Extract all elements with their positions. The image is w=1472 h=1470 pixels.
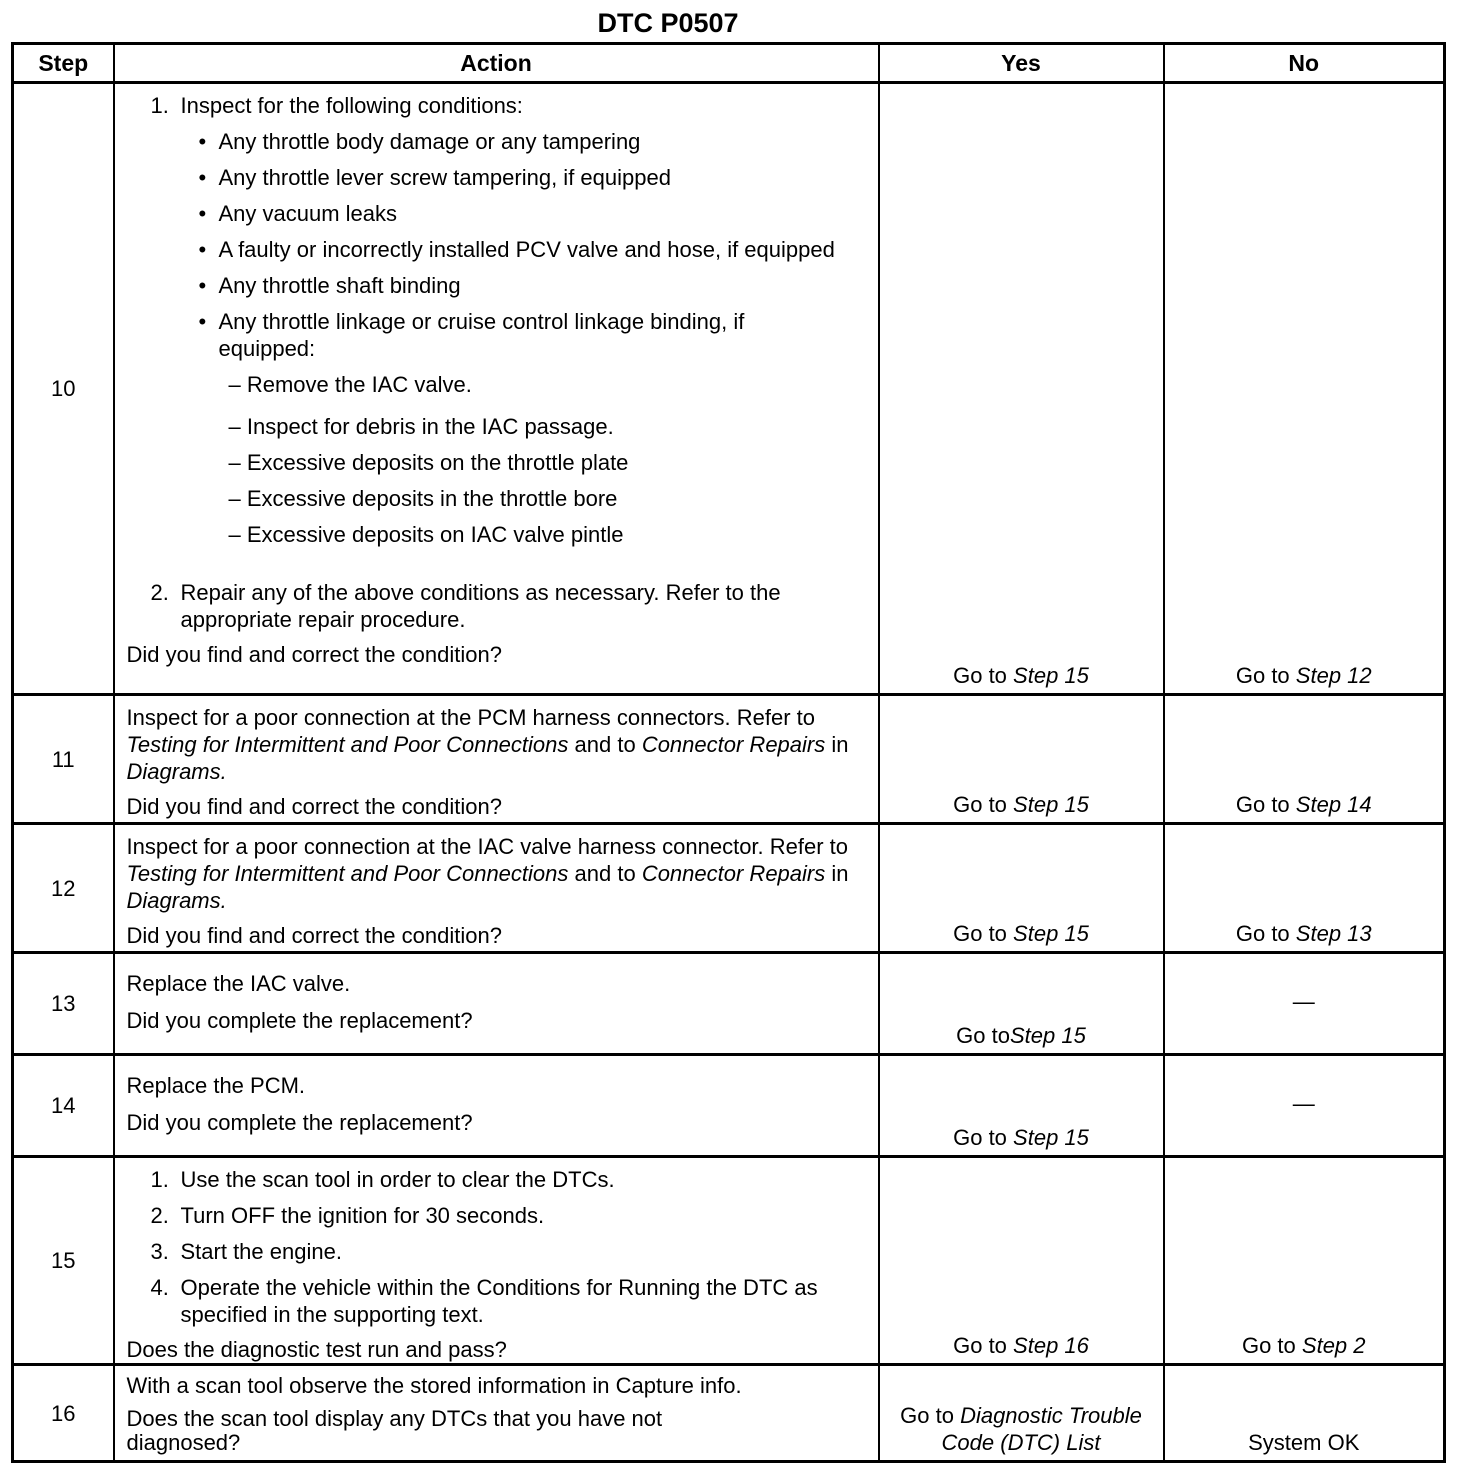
header-no: No [1164,44,1445,83]
item-number: 2. [150,1203,169,1228]
item-number: 3. [150,1239,169,1264]
question: Did you find and correct the condition? [126,794,502,819]
dash-item: – Excessive deposits in the throttle bore [228,486,618,511]
yes-cell: Go toStep 15 [879,953,1164,1055]
no-cell: System OK [1164,1365,1445,1462]
no-cell [1164,953,1445,1055]
bullet-item: • Any throttle linkage or cruise control linkage binding, if equipped: [198,309,745,361]
step-number: 10 [13,83,114,695]
numbered-item: 4. Operate the vehicle within the Conditions for Running the DTC as specified in the supporting text. [150,1275,818,1327]
header-action: Action [114,44,879,83]
yes-cell: Go to Step 16 [879,1157,1164,1365]
table-row-step-10 [13,83,1445,695]
reference-link[interactable]: Connector Repairs [641,861,826,886]
yes-cell: Go to Step 15 [879,695,1164,824]
no-cell: Go to Step 12 [1164,83,1445,695]
reference-link[interactable]: Diagrams. [126,759,227,784]
table-row-step-14 [13,1055,1445,1157]
step-link[interactable]: Step 15 [1013,921,1089,946]
action-text: Inspect for a poor connection at the PCM harness connectors. Refer to Testing for Intermittent and Poor Connections and to Connector Repairs in Diagrams. [126,705,849,784]
action-cell [114,83,879,695]
action-text: Replace the PCM. [126,1073,306,1098]
bullet-icon: • [198,273,207,298]
step-link[interactable]: Step 15 [1009,1023,1086,1048]
not-applicable-dash: — [1292,1091,1315,1116]
diagnostic-table [11,42,1446,1463]
yes-cell: Go to Step 15 [879,824,1164,953]
not-applicable-dash: — [1292,989,1315,1014]
dash-item: – Remove the IAC valve. [228,372,472,397]
bullet-icon: • [198,237,207,262]
action-cell [114,1055,879,1157]
yes-cell: Go to Diagnostic Trouble Code (DTC) List [879,1365,1164,1462]
numbered-item: 2. Repair any of the above conditions as necessary. Refer to the appropriate repair procedure. [150,580,781,632]
step-link[interactable]: Step 13 [1295,921,1372,946]
action-cell [114,1157,879,1365]
step-link[interactable]: Step 2 [1301,1333,1366,1358]
dash-item: – Excessive deposits on IAC valve pintle [228,522,624,547]
no-cell: Go to Step 2 [1164,1157,1445,1365]
action-text: With a scan tool observe the stored information in Capture info. [126,1373,742,1398]
question: Did you complete the replacement? [126,1110,473,1135]
step-link[interactable]: Step 14 [1295,792,1372,817]
table-row-step-15 [13,1157,1445,1365]
step-number: 16 [13,1365,114,1462]
item-number: 2. [150,580,169,605]
step-number: 11 [13,695,114,824]
item-number: 1. [150,93,169,118]
bullet-item: • A faulty or incorrectly installed PCV valve and hose, if equipped [198,237,835,262]
dash-item: – Excessive deposits on the throttle plate [228,450,629,475]
table-row-step-12 [13,824,1445,953]
question: Did you find and correct the condition? [126,923,502,948]
table-header-row [13,44,1445,83]
numbered-item: 1. Inspect for the following conditions: [150,93,523,118]
step-link[interactable]: Step 15 [1013,792,1089,817]
action-text: Replace the IAC valve. [126,971,351,996]
header-yes: Yes [879,44,1164,83]
step-number: 15 [13,1157,114,1365]
reference-link[interactable]: Testing for Intermittent and Poor Connections [126,732,569,757]
bullet-icon: • [198,129,207,154]
step-number: 12 [13,824,114,953]
dtc-list-link[interactable]: Diagnostic Trouble Code (DTC) List [941,1403,1142,1455]
dash-item: – Inspect for debris in the IAC passage. [228,414,614,439]
step-link[interactable]: Step 15 [1013,663,1089,688]
action-text: Inspect for a poor connection at the IAC valve harness connector. Refer to Testing for Intermittent and Poor Connections and to Connector Repairs in Diagrams. [126,834,849,913]
step-number: 13 [13,953,114,1055]
numbered-item: 2. Turn OFF the ignition for 30 seconds. [150,1203,545,1228]
numbered-item: 1. Use the scan tool in order to clear the DTCs. [150,1167,615,1192]
bullet-item: • Any throttle body damage or any tampering [198,129,641,154]
step-link[interactable]: Step 16 [1013,1333,1089,1358]
action-cell [114,695,879,824]
step-link[interactable]: Step 12 [1295,663,1372,688]
action-cell [114,1365,879,1462]
bullet-icon: • [198,201,207,226]
question: Did you complete the replacement? [126,1008,473,1033]
item-number: 1. [150,1167,169,1192]
question: Does the diagnostic test run and pass? [126,1337,507,1362]
bullet-item: • Any throttle lever screw tampering, if equipped [198,165,671,190]
no-cell: Go to Step 14 [1164,695,1445,824]
reference-link[interactable]: Testing for Intermittent and Poor Connections [126,861,569,886]
no-cell: Go to Step 13 [1164,824,1445,953]
action-cell [114,824,879,953]
bullet-icon: • [198,309,207,334]
reference-link[interactable]: Diagrams. [126,888,227,913]
reference-link[interactable]: Connector Repairs [641,732,826,757]
numbered-item: 3. Start the engine. [150,1239,342,1264]
no-cell [1164,1055,1445,1157]
step-link[interactable]: Step 15 [1013,1125,1089,1150]
step-number: 14 [13,1055,114,1157]
table-row-step-16 [13,1365,1445,1462]
bullet-icon: • [198,165,207,190]
yes-cell: Go to Step 15 [879,83,1164,695]
bullet-item: • Any vacuum leaks [198,201,398,226]
header-step: Step [13,44,114,83]
table-row-step-13 [13,953,1445,1055]
question: Does the scan tool display any DTCs that you have not diagnosed? [126,1406,663,1455]
item-number: 4. [150,1275,169,1300]
bullet-item: • Any throttle shaft binding [198,273,461,298]
action-cell [114,953,879,1055]
table-row-step-11 [13,695,1445,824]
page-title: DTC P0507 [597,8,739,38]
yes-cell: Go to Step 15 [879,1055,1164,1157]
question: Did you find and correct the condition? [126,642,502,667]
